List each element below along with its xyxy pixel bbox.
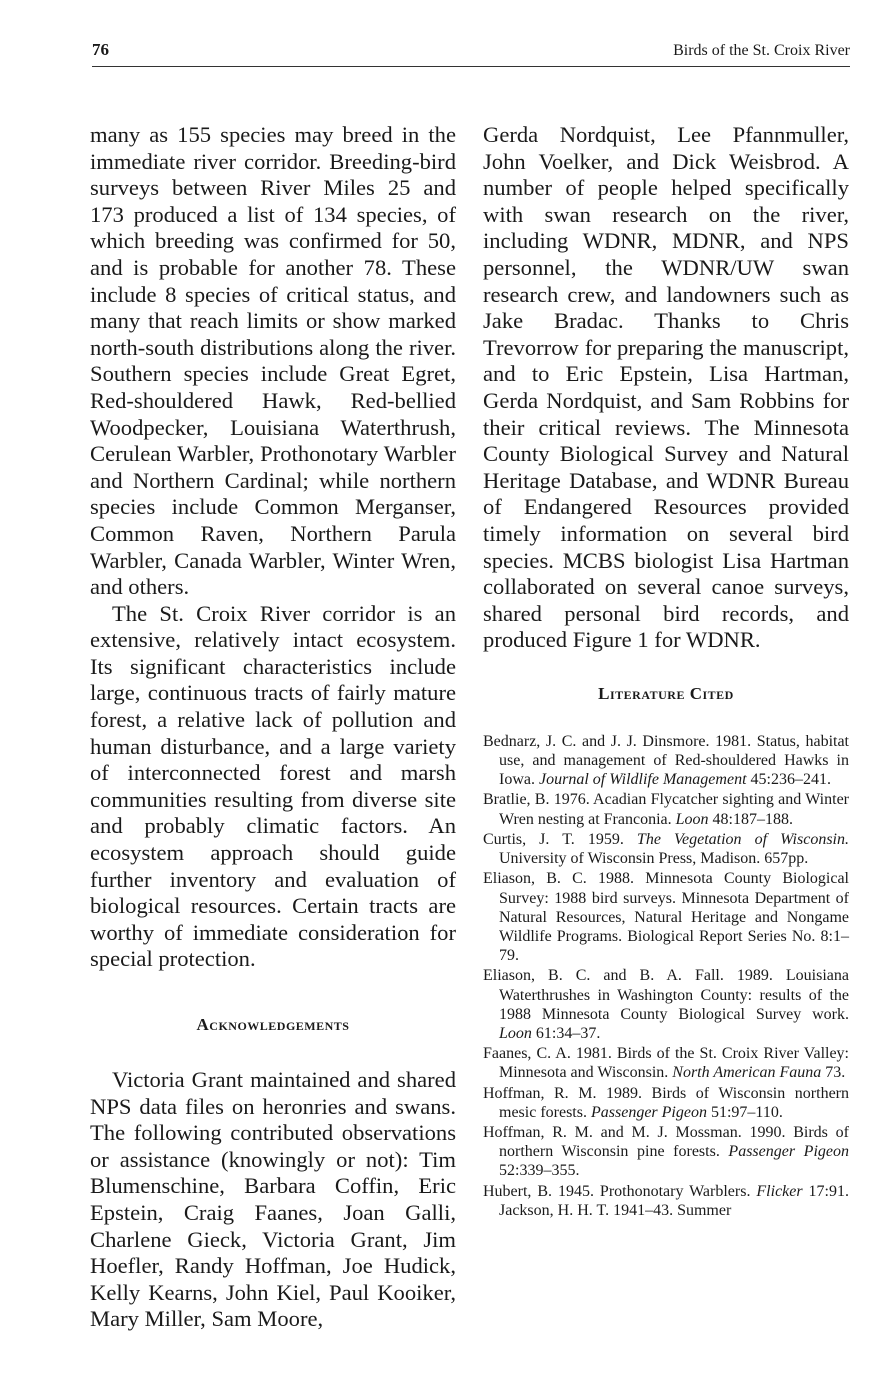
reference-source: Journal of Wildlife Management — [538, 771, 747, 789]
acknowledgements-paragraph: Victoria Grant maintained and shared NPS data files on heronries and swans. The following contributed observations or assistance (knowingly or not): Tim Blumenschine, Barbara Coffin, Eric Epstein, Craig Faanes, Joan Galli, Charlene Gieck, Victoria Grant, Jim Hoefler, Randy Hoffman, Joe Hudick, Kelly Kearns, John Kiel, Paul Kooiker, Mary Miller, Sam Moore, — [90, 1067, 456, 1332]
running-title: Birds of the St. Croix River — [673, 42, 850, 59]
reference-source: Passenger Pigeon — [728, 1143, 849, 1161]
reference-text: Hubert, B. 1945. Prothonotary Warblers. — [483, 1182, 757, 1200]
reference-text: Curtis, J. T. 1959. — [483, 830, 637, 848]
reference-item — [483, 1182, 849, 1220]
reference-item — [483, 732, 849, 790]
literature-cited-heading — [483, 684, 849, 704]
reference-text: Bednarz, J. C. and J. J. Dinsmore. 1981. Status, habitat use, and management of Red-shouldered Hawks in Iowa. — [483, 732, 849, 789]
left-column — [90, 122, 456, 1333]
body-paragraph: many as 155 species may breed in the immediate river corridor. Breeding-bird surveys between River Miles 25 and 173 produced a list of 134 species, of which breeding was confirmed for 50, and is probable for another 78. These include 8 species of critical status, and many that reach limits or show marked north-south distributions along the river. Southern species include Great Egret, Red-shouldered Hawk, Red-bellied Woodpecker, Louisiana Waterthrush, Cerulean Warbler, Prothonotary Warbler and Northern Cardinal; while northern species include Common Merganser, Common Raven, Northern Parula Warbler, Canada Warbler, Winter Wren, and others. — [90, 122, 456, 600]
reference-text: Hoffman, R. M. 1989. Birds of Wisconsin northern mesic forests. — [483, 1084, 849, 1121]
reference-source: Passenger Pigeon — [590, 1103, 707, 1121]
reference-tail: University of Wisconsin Press, Madison. 657pp. — [499, 850, 809, 868]
reference-source: Loon — [675, 810, 709, 828]
reference-tail: 61:34–37. — [531, 1024, 601, 1042]
reference-tail: 73. — [821, 1064, 846, 1082]
acknowledgements-heading — [90, 1015, 456, 1035]
reference-source: Flicker — [756, 1182, 803, 1200]
reference-item — [483, 1044, 849, 1082]
body-paragraph: The St. Croix River corridor is an extensive, relatively intact ecosystem. Its significant characteristics include large, continuous tracts of fairly mature forest, a relative lack of pollution and human disturbance, and a large variety of interconnected forest and marsh communities resulting from diverse site and probably climatic factors. An ecosystem approach should guide further inventory and evaluation of biological resources. Certain tracts are worthy of immediate consideration for special protection. — [90, 600, 456, 972]
reference-text: Faanes, C. A. 1981. Birds of the St. Croix River Valley: Minnesota and Wisconsin. — [483, 1045, 849, 1082]
reference-text: Bratlie, B. 1976. Acadian Flycatcher sighting and Winter Wren nesting at Franconia. — [483, 791, 849, 828]
acknowledgements-heading-text: Acknowledgements — [196, 1015, 350, 1034]
reference-item — [483, 1123, 849, 1181]
reference-item — [483, 1084, 849, 1122]
acknowledgements-paragraph-continued: Gerda Nordquist, Lee Pfannmuller, John Voelker, and Dick Weisbrod. A number of people helped specifically with swan research on the river, including WDNR, MDNR, and NPS personnel, the WDNR/UW swan research crew, and landowners such as Jake Bradac. Thanks to Chris Trevorrow for preparing the manuscript, and to Eric Epstein, Lisa Hartman, Gerda Nordquist, and Sam Robbins for their critical reviews. The Minnesota County Biological Survey and Natural Heritage Database, and WDNR Bureau of Endangered Resources provided timely information on several bird species. MCBS biologist Lisa Hartman collaborated on several canoe surveys, shared personal bird records, and produced Figure 1 for WDNR. — [483, 122, 849, 653]
reference-list — [483, 732, 849, 1220]
reference-tail: 45:236–241. — [746, 771, 831, 789]
reference-text: Eliason, B. C. 1988. Minnesota County Biological Survey: 1988 bird surveys. Minnesota Department of Natural Resources, Natural Heritage and Nongame Wildlife Programs. Biological Report Series No. 8:1–79. — [483, 870, 849, 965]
reference-tail: 51:97–110. — [706, 1103, 783, 1121]
reference-source: Loon — [499, 1024, 532, 1042]
reference-source: The Vegetation of Wisconsin. — [636, 830, 850, 848]
reference-item — [483, 790, 849, 828]
reference-item — [483, 869, 849, 965]
reference-item — [483, 830, 849, 868]
page-number: 76 — [92, 40, 109, 59]
right-column — [483, 122, 849, 1221]
reference-text: Hoffman, R. M. and M. J. Mossman. 1990. Birds of northern Wisconsin pine forests. — [483, 1123, 849, 1161]
reference-tail: 52:339–355. — [499, 1162, 580, 1180]
reference-text: Eliason, B. C. and B. A. Fall. 1989. Louisiana Waterthrushes in Washington County: results of the 1988 Minnesota County Biological Survey work. — [483, 967, 849, 1023]
reference-tail: 48:187–188. — [708, 810, 793, 828]
reference-source: North American Fauna — [672, 1064, 822, 1082]
reference-tail: 17:91. Jackson, H. H. T. 1941–43. Summer — [499, 1182, 849, 1219]
page-header — [92, 40, 850, 67]
literature-cited-heading-text: Literature Cited — [598, 683, 734, 703]
reference-item — [483, 966, 849, 1043]
